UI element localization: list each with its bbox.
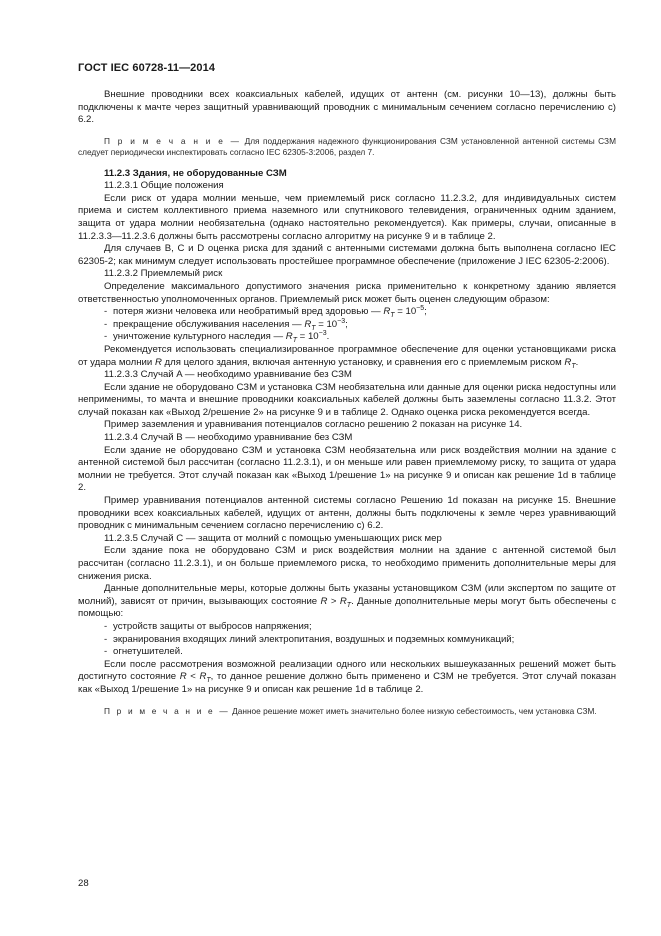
paragraph-8: Пример уравнивания потенциалов антенной системы согласно Решению 1d показан на рисунке 15. Внешние проводники всех коаксиальных кабелей, идущих от антенн, должны быть подключены к земле через уравнивающий проводник с минимальным сечением согласно перечислению с) 6.2. bbox=[78, 495, 616, 532]
section-heading-11-2-3: 11.2.3 Здания, не оборудованные СЗМ bbox=[104, 167, 287, 179]
list-item: - экранирования входящих линий электропитания, воздушных и подземных коммуникаций; bbox=[104, 633, 515, 645]
list-item: - уничтожение культурного наследия — $R_T = 10^{-3}$. bbox=[104, 330, 330, 345]
paragraph-4: Рекомендуется использовать специализированное программное обеспечение для оценки установщиками риска от удара молнии R для целого здания, включая антенную установку, и сравнения его с приемлемым риском $R_T$. bbox=[78, 343, 616, 370]
paragraph-intro: Внешние проводники всех коаксиальных кабелей, идущих от антенн (см. рисунки 10—13), должны быть подключены к мачте через защитный уравнивающий проводник с минимальным сечением согласно перечислению с) 6.2. bbox=[78, 89, 616, 126]
subsection-heading-11-2-3-2: 11.2.3.2 Приемлемый риск bbox=[104, 268, 223, 280]
document-header: ГОСТ IEC 60728-11—2014 bbox=[78, 62, 216, 74]
additional-measures-list bbox=[78, 621, 616, 659]
page-number: 28 bbox=[78, 878, 89, 889]
document-page bbox=[78, 62, 616, 726]
subsection-heading-11-2-3-4: 11.2.3.4 Случай B — необходимо уравнивание без СЗМ bbox=[104, 432, 353, 444]
paragraph-5: Если здание не оборудовано СЗМ и установка СЗМ необязательна или данные для оценки риска недоступны или неприменимы, то мачта и внешние проводники коаксиальных кабелей должны быть заземлены согласно 11.3.2. Этот случай показан как «Выход 2/решение 2» на рисунке 9 и в таблице 2. Однако оценка риска рекомендуется всегда. bbox=[78, 381, 616, 418]
paragraph-1: Если риск от удара молнии меньше, чем приемлемый риск согласно 11.2.3.2, для индивидуальных систем приема и систем коллективного приема наземного или спутникового телевидения, ограниченных одним зданием, защита от удара молнии необязательна (однако настоятельно рекомендуется). Как примеры, случаи, описанные в 11.2.3.3—11.2.3.6 должны быть рассмотрены согласно алгоритму на рисунке 9 и в таблице 2. bbox=[78, 192, 616, 242]
note-1 bbox=[78, 136, 616, 159]
note-label: П р и м е ч а н и е — bbox=[104, 135, 242, 146]
subsection-heading-11-2-3-5: 11.2.3.5 Случай C — защита от молний с помощью уменьшающих риск мер bbox=[104, 532, 442, 544]
note-text: Данное решение может иметь значительно более низкую себестоимость, чем установка СЗМ. bbox=[229, 705, 597, 716]
paragraph-2: Для случаев B, C и D оценка риска для зданий с антенными системами должна быть выполнена согласно IEC 62305-2; как минимум следует использовать простейшее программное обеспечение (приложение J IEC 62305-2:2006). bbox=[78, 243, 616, 267]
paragraph-9: Если здание пока не оборудовано СЗМ и риск воздействия молнии на здание с антенной системой был рассчитан (согласно 11.2.3.1), и он больше приемлемого риска, то необходимо применить дополнительные меры для снижения риска. bbox=[78, 545, 616, 582]
list-item: - потеря жизни человека или необратимый вред здоровью — $R_T = 10^{-5}$; bbox=[104, 304, 427, 320]
subsection-heading-11-2-3-3: 11.2.3.3 Случай A — необходимо уравнивание без СЗМ bbox=[104, 369, 352, 381]
acceptable-risk-list bbox=[78, 306, 616, 344]
paragraph-11: Если после рассмотрения возможной реализации одного или нескольких вышеуказанных решений может быть достигнуто состояние $R < R_T$, то данное решение должно быть применено и СЗМ не требуется. Этот случай показан как «Выход 1/решение 1» на рисунке 9 и описан как решение 1d в таблице 2. bbox=[78, 658, 616, 695]
paragraph-3: Определение максимального допустимого значения риска применительно к конкретному зданию является ответственностью уполномоченных органов. Приемлемый риск может быть оценен следующим образом: bbox=[78, 280, 616, 305]
subsection-heading-11-2-3-1: 11.2.3.1 Общие положения bbox=[104, 180, 224, 192]
paragraph-7: Если здание не оборудовано СЗМ и установка СЗМ необязательна или риск воздействия молнии на здание с антенной системой был рассчитан (согласно 11.2.3.1), и он меньше или равен приемлемому риску, то защита от удара молнии не требуется. Этот случай показан как «Выход 1/решение 1» на рисунке 9 и описан как решение 1d в таблице 2. bbox=[78, 444, 616, 494]
note-text: Для поддержания надежного функционирования СЗМ установленной антенной системы СЗМ следует периодически инспектировать согласно IEC 62305-3:2006, раздел 7. bbox=[78, 135, 616, 158]
list-item: - огнетушителей. bbox=[104, 646, 183, 658]
list-item: - прекращение обслуживания населения — $R_T = 10^{-3}$; bbox=[104, 317, 348, 332]
paragraph-10: Данные дополнительные меры, которые должны быть указаны установщиком СЗМ (или экспертом по защите от молний), зависят от причин, вызывающих состояние $R > R_T$. Данные дополнительные меры могут быть обеспечены с помощью: bbox=[78, 583, 617, 620]
note-label: П р и м е ч а н и е — bbox=[104, 705, 230, 716]
list-item: - устройств защиты от выбросов напряжения; bbox=[104, 620, 312, 632]
paragraph-6: Пример заземления и уравнивания потенциалов согласно решению 2 показан на рисунке 14. bbox=[104, 419, 523, 431]
note-2 bbox=[78, 706, 616, 717]
